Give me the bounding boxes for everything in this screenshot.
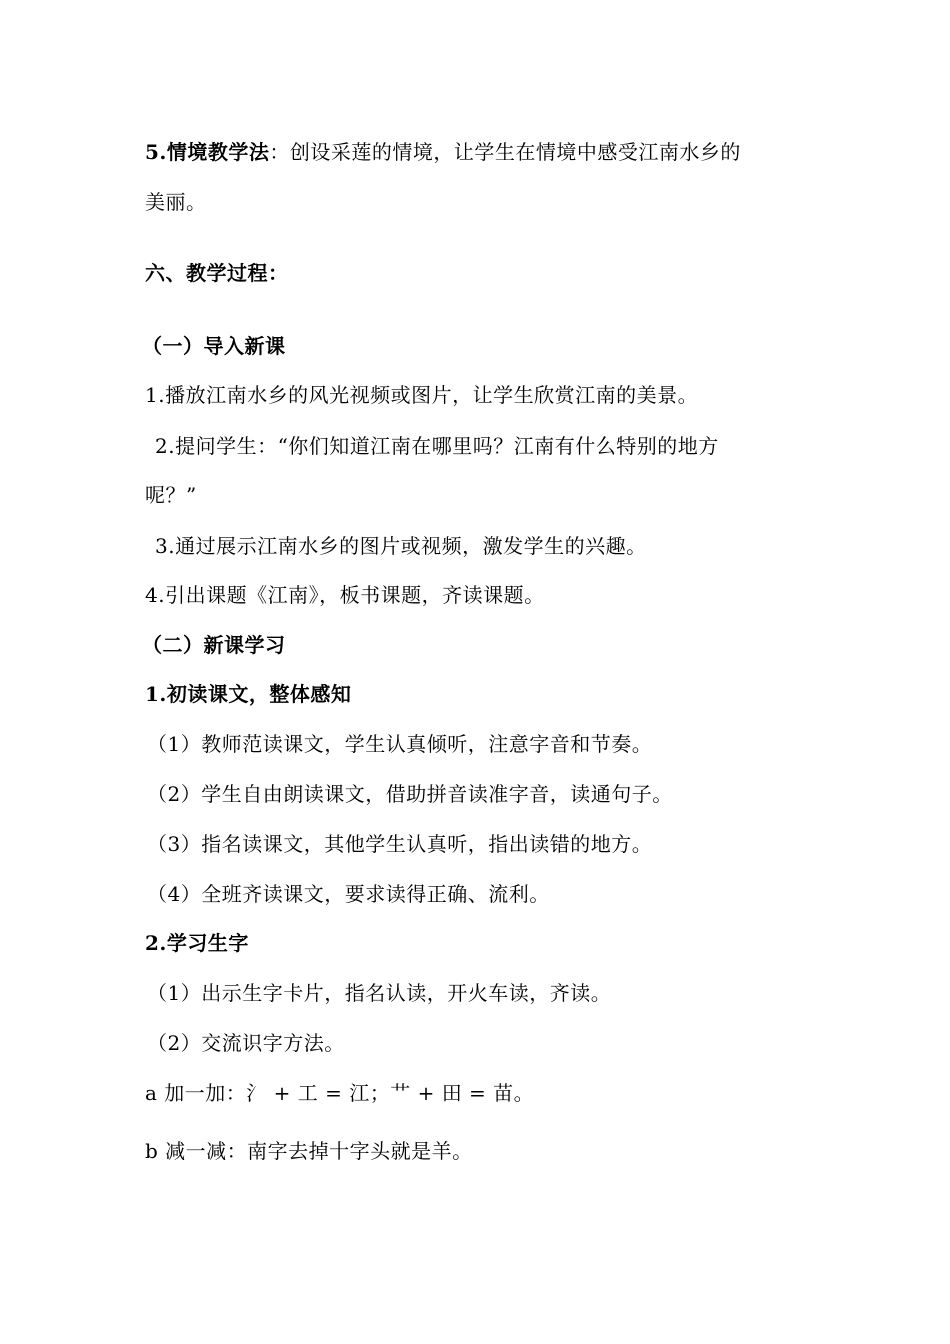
step2-item-a: a 加一加：氵 + 工 = 江；艹 + 田 = 苗。: [145, 1081, 535, 1105]
method5-label: 5.情境教学法: [145, 140, 270, 164]
step1-item-2: （2）学生自由朗读课文，借助拼音读准字音，读通句子。: [147, 782, 673, 806]
step2-title: 2.学习生字: [145, 931, 249, 955]
step1-title: 1.初读课文，整体感知: [145, 682, 352, 706]
section6-title: 六、教学过程：: [145, 261, 289, 285]
step1-item-1: （1）教师范读课文，学生认真倾听，注意字音和节奏。: [147, 732, 653, 756]
part1-item-1: 1.播放江南水乡的风光视频或图片，让学生欣赏江南的美景。: [145, 383, 699, 407]
method5-line2: 美丽。: [145, 190, 207, 214]
part2-title: （二）新课学习: [142, 633, 286, 657]
step2-item-1: （1）出示生字卡片，指名认读，开火车读，齐读。: [147, 981, 612, 1005]
part1-item-2: 2.提问学生：“你们知道江南在哪里吗？江南有什么特别的地方: [155, 434, 719, 458]
part1-item-4: 4.引出课题《江南》，板书课题，齐读课题。: [145, 583, 545, 607]
part1-title: （一）导入新课: [142, 334, 286, 358]
method5-line1: [145, 138, 741, 166]
step2-item-2: （2）交流识字方法。: [147, 1031, 345, 1055]
part1-item-2-cont: 呢？”: [145, 483, 197, 507]
step1-item-4: （4）全班齐读课文，要求读得正确、流利。: [147, 882, 550, 906]
step1-item-3: （3）指名读课文，其他学生认真听，指出读错的地方。: [147, 832, 653, 856]
part1-item-3: 3.通过展示江南水乡的图片或视频，激发学生的兴趣。: [155, 534, 647, 558]
method5-text: ：创设采莲的情境，让学生在情境中感受江南水乡的: [269, 140, 741, 164]
step2-item-b: b 减一减：南字去掉十字头就是羊。: [145, 1139, 473, 1163]
